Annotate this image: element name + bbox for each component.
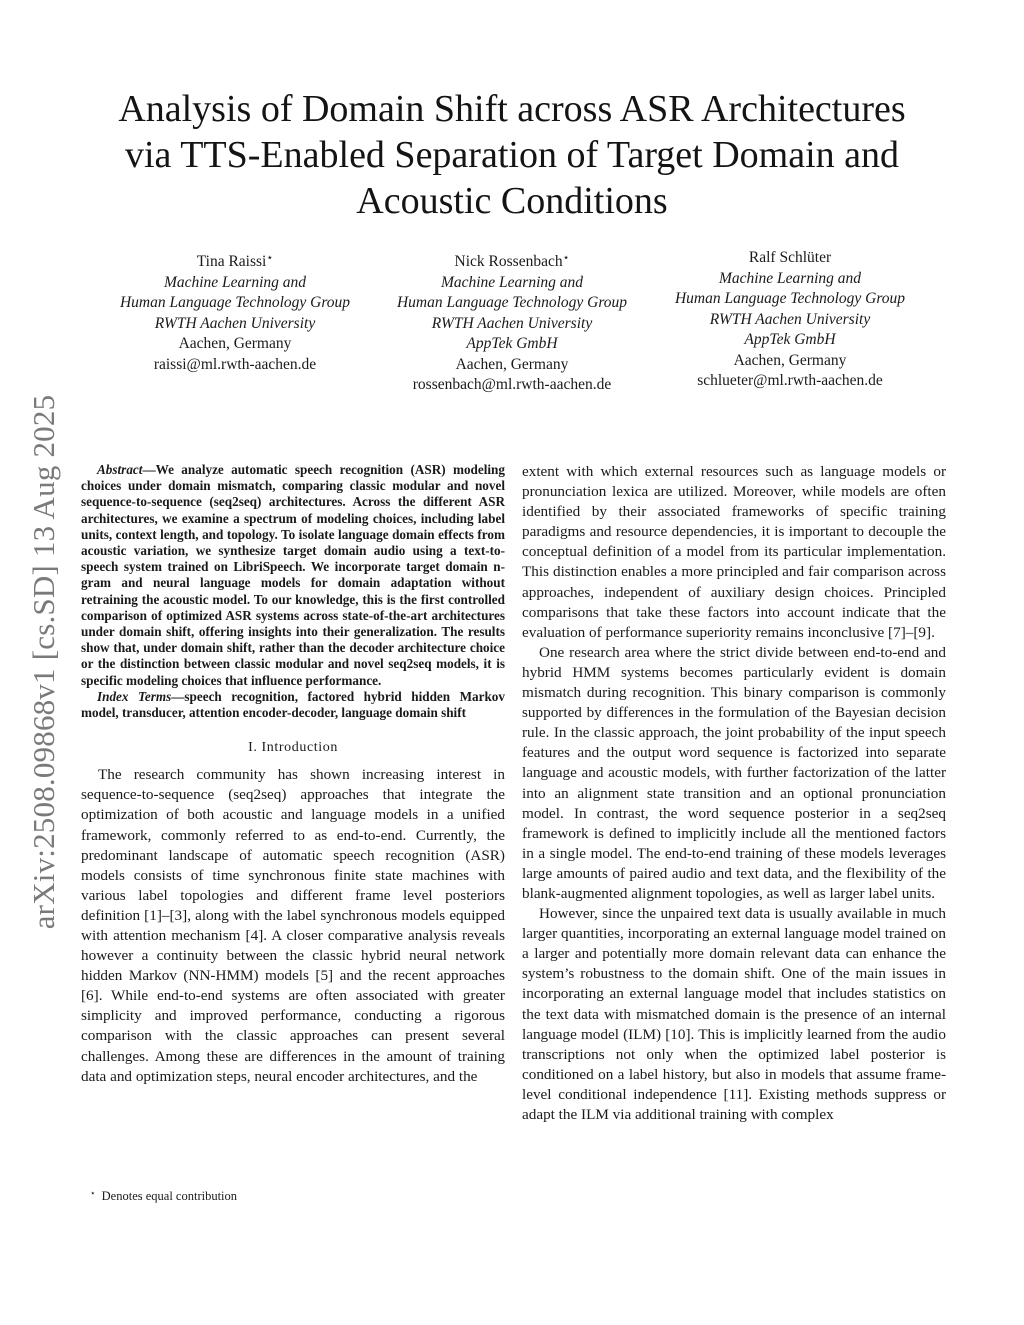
footnote-mark: ⋆ — [90, 1188, 96, 1198]
arxiv-identifier: arXiv:2508.09868v1 [cs.SD] 13 Aug 2025 — [26, 394, 61, 930]
author-affiliation: RWTH Aachen University — [154, 314, 316, 332]
left-column — [81, 462, 505, 1087]
title-line: Analysis of Domain Shift across ASR Architectures — [118, 88, 906, 130]
author-affiliation: AppTek GmbH — [466, 335, 558, 352]
title-line: via TTS-Enabled Separation of Target Domain and — [124, 134, 900, 176]
title-line: Acoustic Conditions — [356, 180, 668, 222]
paragraph: However, since the unpaired text data is usually available in much larger quantities, incorporating an external language model trained on a larger and potentially more domain relevant data can enhance the system’s robustness to the domain shift. One of the main issues in incorporating an external language model that includes statistics on the text data with mismatched domain is the presence of an internal language model (ILM) [10]. This is implicitly learned from the audio transcriptions not only when the optimized label posterior is conditioned on a label history, but also in models that assume frame-level conditional independence [11]. Existing methods suppress or adapt the ILM via additional training with complex — [522, 905, 946, 1123]
author-affiliation: Machine Learning and — [163, 273, 307, 291]
author-affiliation: Human Language Technology Group — [119, 294, 351, 311]
author-affiliation: Human Language Technology Group — [396, 294, 628, 311]
paper-title — [70, 86, 954, 224]
author-block-3 — [640, 248, 940, 392]
author-email[interactable]: schlueter@ml.rwth-aachen.de — [697, 372, 883, 389]
author-name: Nick Rossenbach — [454, 253, 563, 270]
author-city: Aachen, Germany — [455, 355, 569, 373]
author-block-1 — [85, 248, 385, 375]
author-block-2 — [362, 248, 662, 396]
author-affiliation: Human Language Technology Group — [674, 290, 906, 307]
footnote — [90, 1185, 237, 1204]
author-name: Ralf Schlüter — [748, 249, 832, 266]
paragraph: extent with which external resources such as language models or pronunciation lexica are utilized. Moreover, while models are often identified by their associated frameworks of specific training paradigms and resource dependencies, it is important to decouple the conceptual definition of a model from its particular implementation. This distinction enables a more principled and fair comparison across approaches, independent of auxiliary design choices. Principled comparisons that take these factors into account indicate that the evaluation of performance superiority remains inconclusive [7]–[9]. — [522, 463, 946, 641]
abstract-dash: — — [142, 462, 156, 477]
author-name: Tina Raissi — [196, 253, 267, 270]
index-terms-dash: — — [171, 688, 185, 704]
index-terms-label: Index Terms — [97, 688, 172, 704]
author-affiliation: RWTH Aachen University — [709, 310, 871, 328]
paragraph: One research area where the strict divide between end-to-end and hybrid HMM systems becomes particularly evident is domain mismatch during recognition. This binary comparison is commonly supported by differences in the formulation of the Bayesian decision rule. In the classic approach, the joint probability of the input speech features and the output word sequence is factorized into separate language and acoustic models, with further factorization of the latter into an alignment state transition and an optional pronunciation model. In contrast, the word sequence posterior in a seq2seq framework is defined to implicitly include all the mentioned factors in a single model. The end-to-end training of these models leverages large amounts of paired audio and text data, and the flexibility of the blank-augmented alignment topologies, as well as larger label units. — [522, 643, 946, 902]
right-column — [522, 462, 946, 1125]
paragraph: The research community has shown increasing interest in sequence-to-sequence (seq2seq) approaches that integrate the optimization of both acoustic and language models in a unified framework, commonly referred to as end-to-end. Currently, the predominant landscape of automatic speech recognition (ASR) models consists of time synchronous finite state machines with various label topologies and different frame level posteriors definition [1]–[3], along with the label synchronous models equipped with attention mechanism [4]. A closer comparative analysis reveals however a continuity between the classic hybrid neural network hidden Markov (NN-HMM) models [5] and the recent approaches [6]. While end-to-end systems are often associated with greater simplicity and improved performance, conducting a rigorous comparison with the classic approaches can present several challenges. Among these are differences in the amount of training data and optimization steps, neural encoder architectures, and the — [81, 766, 505, 1085]
author-affiliation: Machine Learning and — [718, 269, 862, 287]
author-affiliation: AppTek GmbH — [744, 331, 836, 348]
author-city: Aachen, Germany — [733, 351, 847, 369]
author-affiliation: Machine Learning and — [440, 273, 584, 291]
abstract — [81, 462, 505, 689]
author-city: Aachen, Germany — [178, 335, 292, 352]
abstract-label: Abstract — [97, 462, 143, 477]
index-terms-text: speech recognition, factored hybrid hidden Markov model, transducer, attention encoder-decoder, language domain shift — [81, 688, 505, 721]
index-terms — [81, 689, 505, 721]
abstract-text: We analyze automatic speech recognition (ASR) modeling choices under domain mismatch, comparing classic modular and novel sequence-to-sequence (seq2seq) architectures. Across the different ASR architectures, we examine a spectrum of modeling choices, including label units, context length, and topology. To isolate language domain effects from acoustic variation, we synthesize target domain audio using a text-to-speech system trained on LibriSpeech. We incorporate target domain n-gram and neural language models for domain adaptation without retraining the acoustic model. To our knowledge, this is the first controlled comparison of optimized ASR systems across state-of-the-art architectures under domain shift, offering insights into their generalization. The results show that, under domain shift, rather than the decoder architecture choice or the distinction between classic modular and novel seq2seq models, it is specific modeling choices that influence performance. — [81, 462, 505, 688]
footnote-text: Denotes equal contribution — [101, 1189, 238, 1203]
author-email[interactable]: raissi@ml.rwth-aachen.de — [153, 355, 317, 373]
section-heading: I. Introduction — [248, 740, 338, 756]
author-affiliation: RWTH Aachen University — [431, 314, 593, 332]
author-email[interactable]: rossenbach@ml.rwth-aachen.de — [412, 376, 612, 393]
equal-contribution-mark: ⋆ — [266, 252, 274, 264]
equal-contribution-mark: ⋆ — [562, 252, 570, 264]
